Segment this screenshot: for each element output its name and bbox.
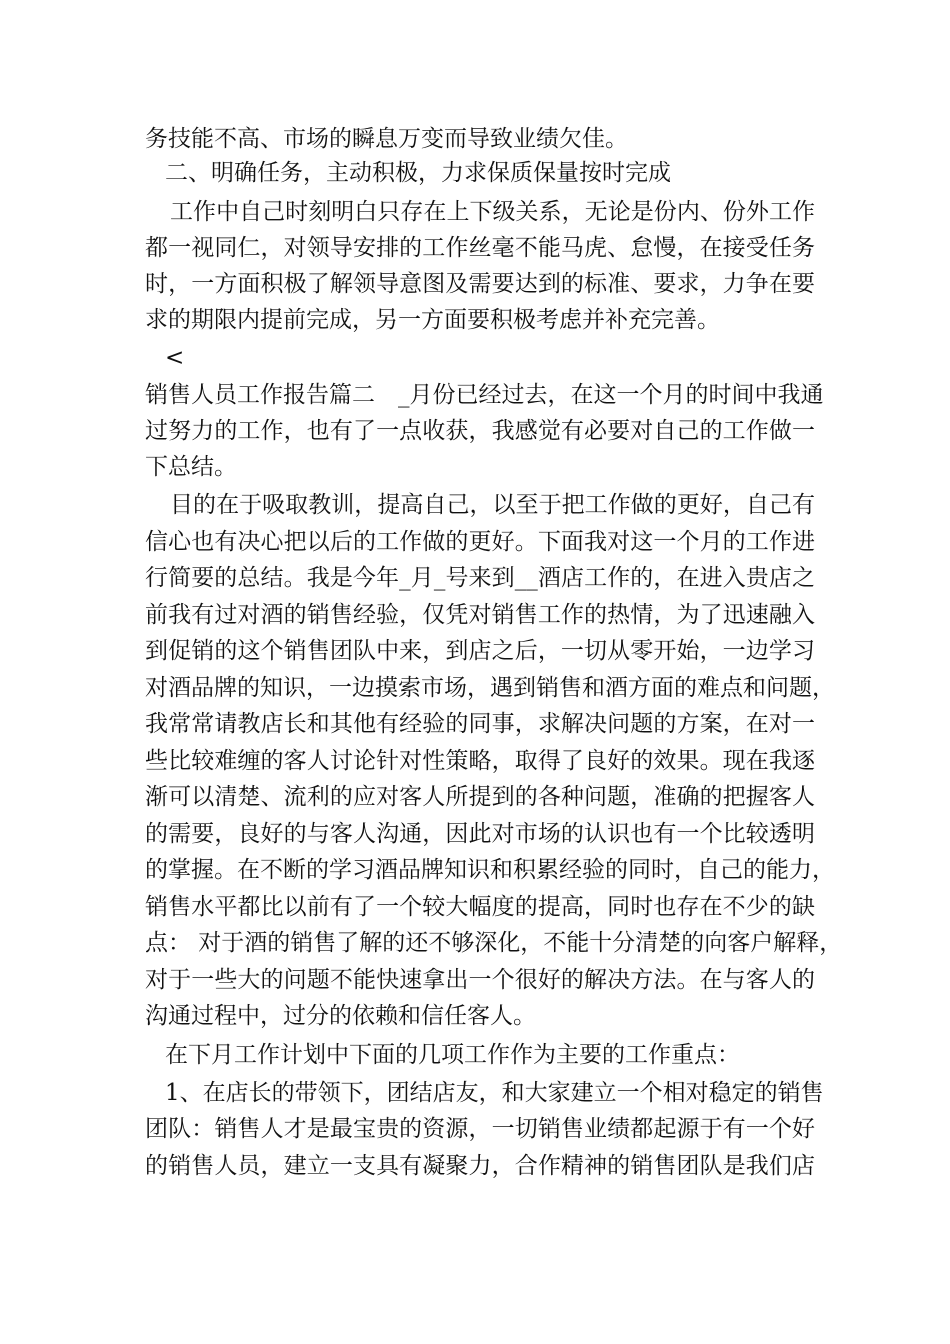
text-line-5: 时，一方面积极了解领导意图及需要达到的标准、要求，力争在要 (145, 271, 815, 297)
text-line-20: 的需要，良好的与客人沟通，因此对市场的认识也有一个比较透明 (145, 821, 815, 847)
text-line-16: 对酒品牌的知识，一边摸索市场，遇到销售和酒方面的难点和问题， (145, 675, 835, 701)
text-line-18: 些比较难缠的客人讨论针对性策略，取得了良好的效果。现在我逐 (145, 748, 815, 774)
text-line-3: 工作中自己时刻明白只存在上下级关系，无论是份内、份外工作 (170, 199, 815, 225)
text-line-26: 在下月工作计划中下面的几项工作作为主要的工作重点： (165, 1042, 740, 1068)
text-line-22: 销售水平都比以前有了一个较大幅度的提高，同时也存在不少的缺 (145, 894, 815, 920)
text-line-19: 渐可以清楚、流利的应对客人所提到的各种问题，准确的把握客人 (145, 784, 815, 810)
text-line-28: 团队：销售人才是最宝贵的资源，一切销售业绩都起源于有一个好 (145, 1116, 815, 1142)
text-line-21: 的掌握。在不断的学习酒品牌知识和积累经验的同时，自己的能力， (145, 857, 835, 883)
text-line-29: 的销售人员，建立一支具有凝聚力，合作精神的销售团队是我们店 (145, 1153, 815, 1179)
section-heading-2: 二、明确任务，主动积极，力求保质保量按时完成 (165, 160, 671, 186)
text-line-24: 对于一些大的问题不能快速拿出一个很好的解决方法。在与客人的 (145, 967, 815, 993)
text-line-1: 务技能不高、市场的瞬息万变而导致业绩欠佳。 (145, 126, 628, 152)
list-item-1: 1、在店长的带领下，团结店友，和大家建立一个相对稳定的销售 (165, 1080, 824, 1106)
text-line-17: 我常常请教店长和其他有经验的同事，求解决问题的方案，在对一 (145, 711, 815, 737)
text-line-11: 目的在于吸取教训，提高自己，以至于把工作做的更好，自己有 (170, 492, 815, 518)
text-line-10: 下总结。 (145, 454, 237, 480)
text-line-25: 沟通过程中，过分的依赖和信任客人。 (145, 1003, 536, 1029)
text-line-4: 都一视同仁，对领导安排的工作丝毫不能马虎、怠慢，在接受任务 (145, 235, 815, 261)
text-line-9: 过努力的工作，也有了一点收获，我感觉有必要对自己的工作做一 (145, 418, 815, 444)
text-line-23: 点： 对于酒的销售了解的还不够深化，不能十分清楚的向客户解释， (145, 930, 843, 956)
text-line-14: 前我有过对酒的销售经验，仅凭对销售工作的热情，为了迅速融入 (145, 602, 815, 628)
report-title-line: 销售人员工作报告篇二 _月份已经过去，在这一个月的时间中我通 (145, 382, 824, 408)
text-line-12: 信心也有决心把以后的工作做的更好。下面我对这一个月的工作进 (145, 529, 815, 555)
text-line-15: 到促销的这个销售团队中来，到店之后，一切从零开始，一边学习 (145, 638, 815, 664)
text-line-13: 行简要的总结。我是今年_月_号来到__酒店工作的，在进入贵店之 (145, 565, 815, 591)
stray-symbol: < (165, 345, 185, 371)
text-line-6: 求的期限内提前完成，另一方面要积极考虑并补充完善。 (145, 307, 720, 333)
